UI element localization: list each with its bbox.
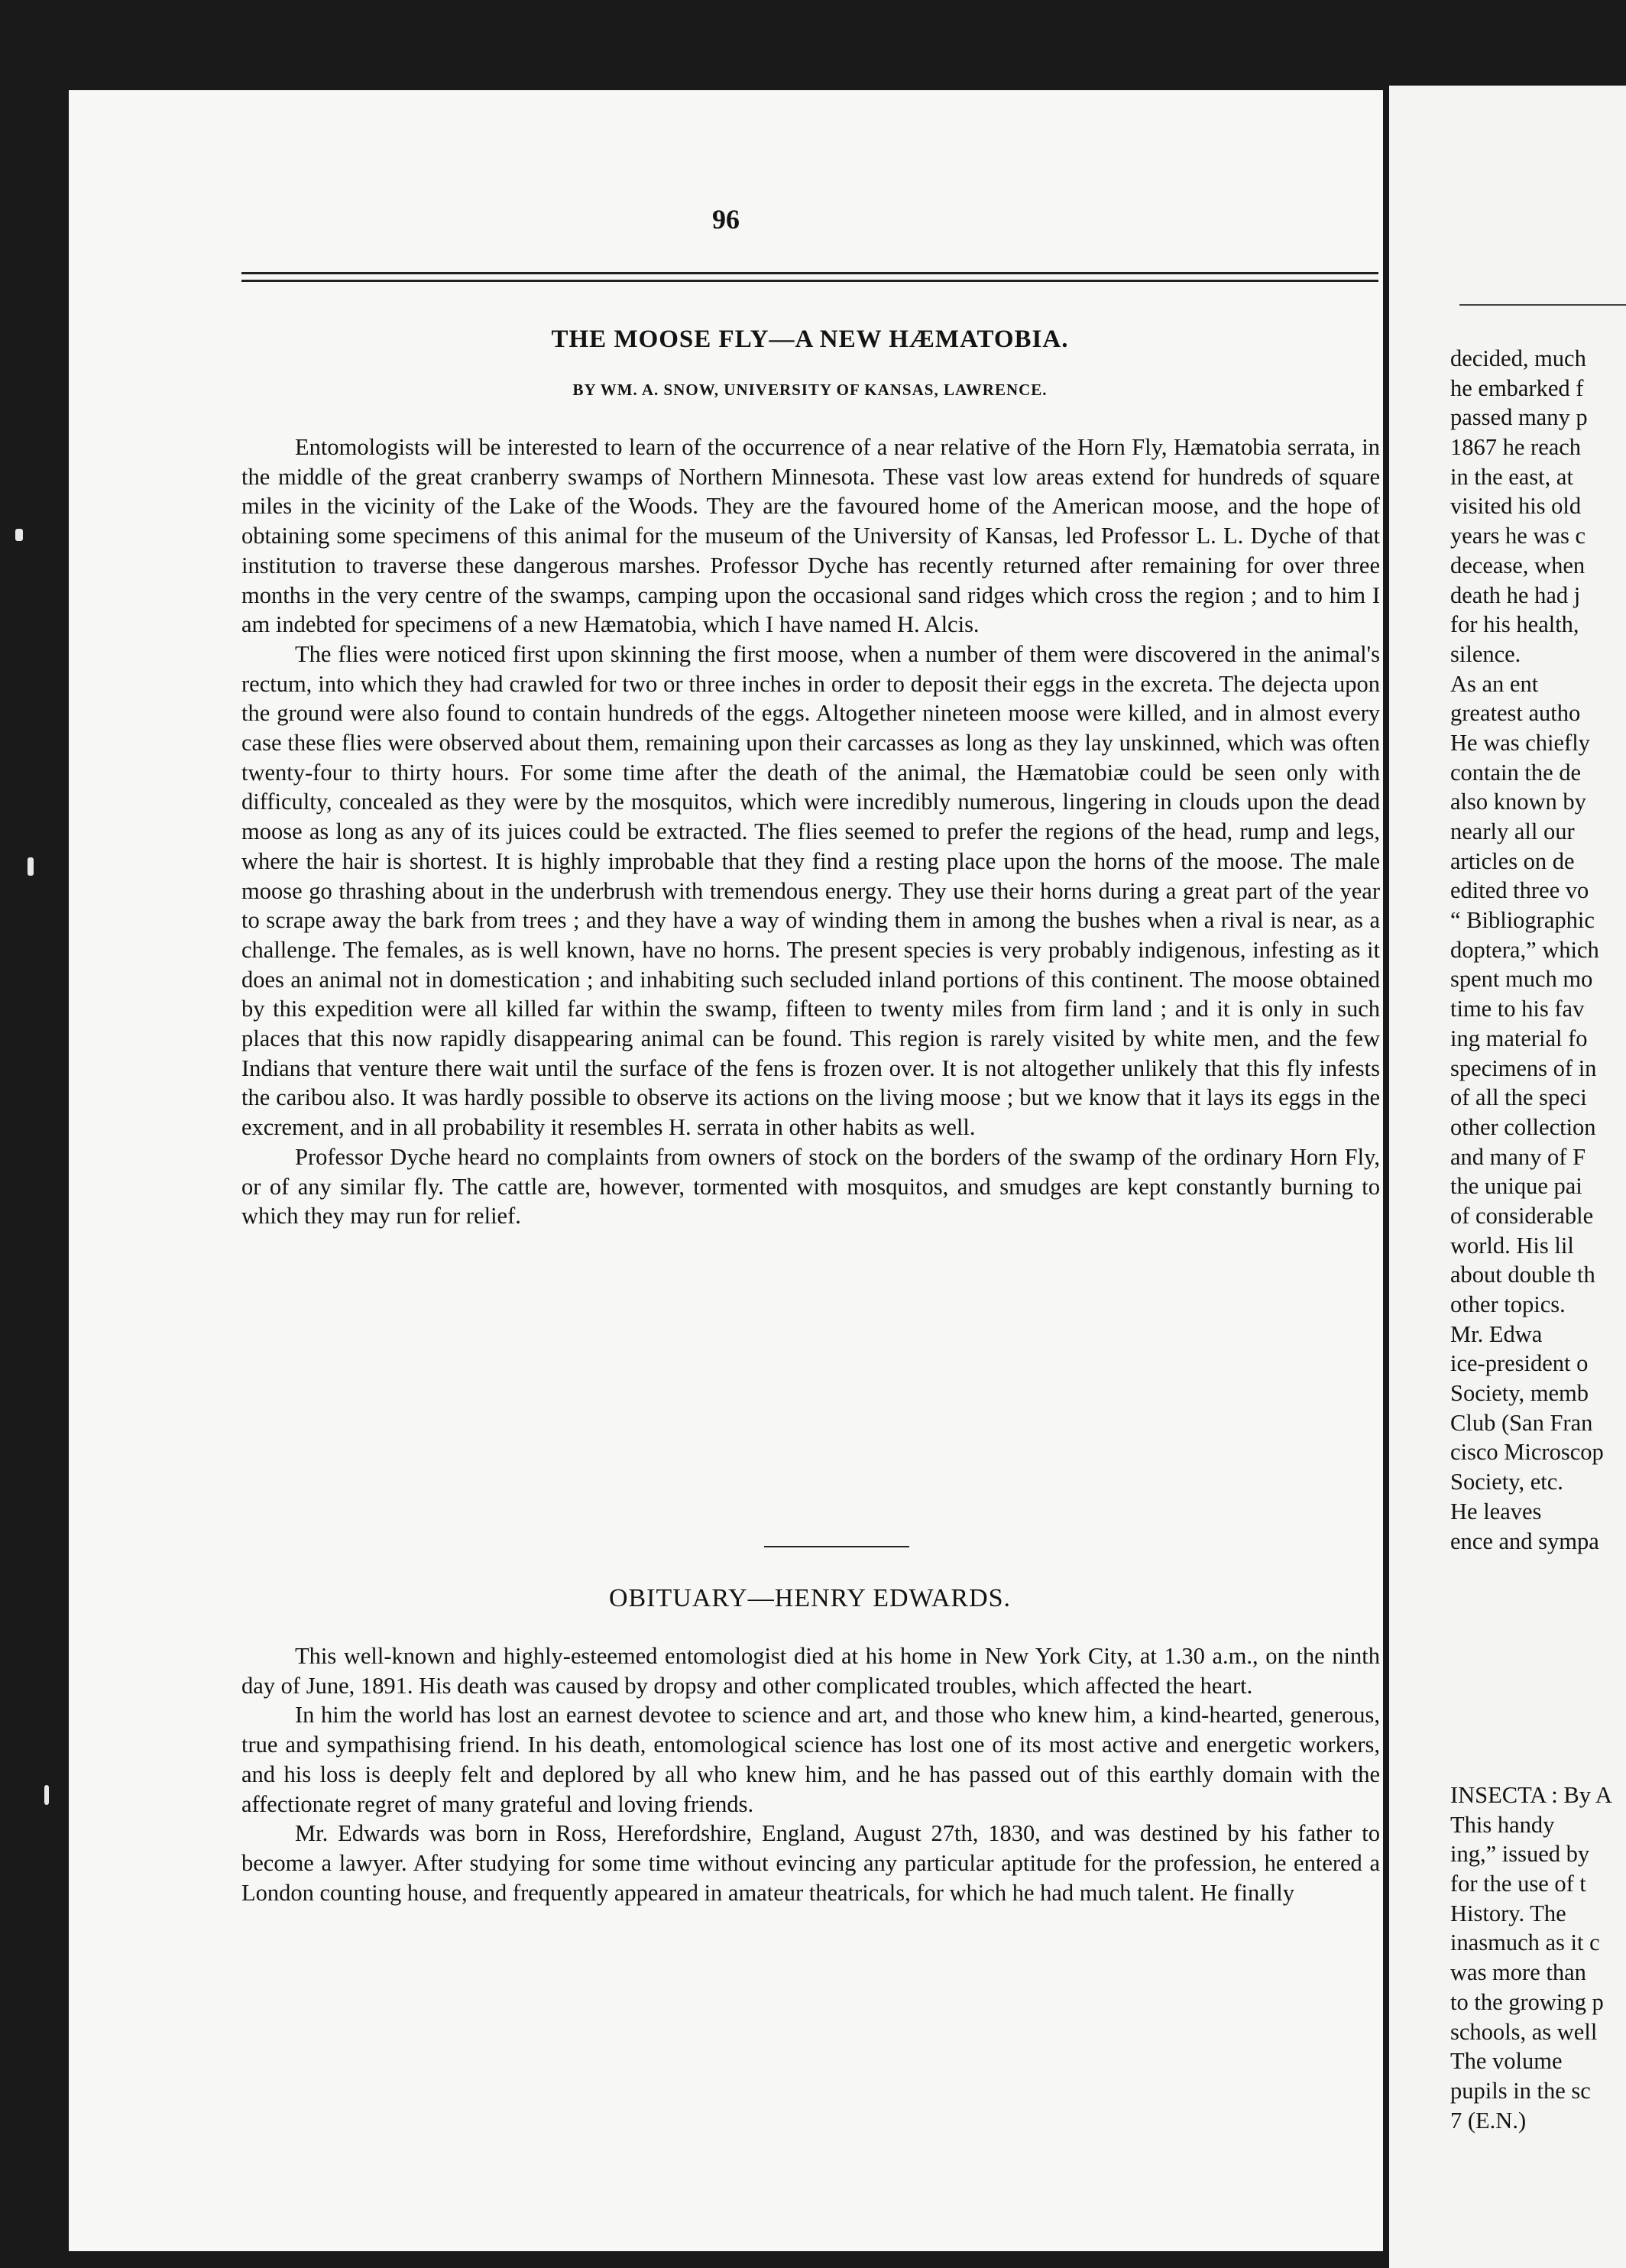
right-page-line: Mr. Edwa	[1450, 1320, 1543, 1347]
right-page-line: he embarked f	[1450, 374, 1584, 401]
page-number: 96	[712, 204, 740, 235]
article-paragraph: The flies were noticed first upon skinning the first moose, when a number of them were discovered in the animal's rectum, into which they had crawled for two or three inches in order to deposit their eggs in the excreta. The dejecta upon the ground were also found to contain hundreds of the eggs. Altogether nineteen moose were killed, and in almost every case these flies were observed about them, remaining upon their carcasses as long as they lay unskinned, which was often twenty-four to thirty hours. For some time after the death of the animal, the Hæmatobiæ could be seen only with difficulty, concealed as they were by the mosquitos, which were incredibly numerous, lingering in clouds upon the dead moose as long as any of its juices could be extracted. The flies seemed to prefer the regions of the head, rump and legs, where the hair is shortest. It is highly improbable that they find a resting place upon the horns of the moose. The male moose go thrashing about in the underbrush with tremendous energy. They use their horns during a great part of the year to scrape away the bark from trees ; and they have a way of winding them in among the bushes when a rival is near, as a challenge. The females, as is well known, have no horns. The present species is very probably indigenous, infesting as it does an animal not in domestication ; and inhabiting such secluded inland portions of this continent. The moose obtained by this expedition were all killed far within the swamp, fifteen to twenty miles from firm land ; and it is only in such places that this now rapidly disappearing animal can be found. This region is rarely visited by white men, and the few Indians that venture there wait until the surface of the fens is frozen over. It is not altogether unlikely that this fly infests the caribou also. It was hardly possible to observe its actions on the living moose ; but we know that it lays its eggs in the excrement, and in all probability it resembles H. serrata in other habits as well.	[241, 640, 1380, 1141]
scan-speck	[44, 1785, 49, 1805]
article-title: THE MOOSE FLY—A NEW HÆMATOBIA.	[551, 326, 1069, 353]
right-page-line: ing,” issued by	[1450, 1841, 1590, 1868]
right-column-top	[1450, 344, 1626, 1556]
right-page-line: INSECTA : By A	[1450, 1782, 1612, 1808]
right-page-line: years he was c	[1450, 523, 1586, 549]
right-page-line: other topics.	[1450, 1291, 1566, 1317]
right-page-line: the unique pai	[1450, 1173, 1582, 1200]
right-page-line: Society, memb	[1450, 1380, 1589, 1407]
right-page-line: Society, etc.	[1450, 1469, 1563, 1495]
scan-speck	[15, 529, 23, 541]
right-page-line: silence.	[1450, 640, 1521, 667]
obituary-title: OBITUARY—HENRY EDWARDS.	[608, 1584, 1012, 1612]
article-byline: BY WM. A. SNOW, UNIVERSITY OF KANSAS, LAWRENCE.	[572, 381, 1048, 399]
right-page-line: schools, as well	[1450, 2018, 1598, 2045]
right-page-line: This handy	[1450, 1811, 1555, 1838]
obituary-paragraph: Mr. Edwards was born in Ross, Herefordshire, England, August 27th, 1830, and was destined by his father to become a lawyer. After studying for some time without evincing any particular aptitude for the profession, he entered a London counting house, and frequently appeared in amateur theatricals, for which he had much talent. He finally	[241, 1820, 1380, 1906]
article-paragraph: Professor Dyche heard no complaints from owners of stock on the borders of the swamp of the ordinary Horn Fly, or of any similar fly. The cattle are, however, tormented with mosquitos, and smudges are kept constantly burning to which they may run for relief.	[241, 1143, 1380, 1230]
right-page-line: “ Bibliographic	[1450, 907, 1595, 934]
right-page-line: for his health,	[1450, 611, 1579, 638]
right-page-line: Club (San Fran	[1450, 1409, 1593, 1436]
right-page-line: in the east, at	[1450, 463, 1573, 490]
right-page-line: time to his fav	[1450, 996, 1585, 1022]
header-rule-bottom	[241, 280, 1378, 282]
right-page-line: decease, when	[1450, 552, 1586, 578]
right-page-line: and many of F	[1450, 1143, 1586, 1170]
right-page-line: world. His lil	[1450, 1232, 1574, 1259]
right-page-line: passed many p	[1450, 404, 1588, 431]
right-page-line: ence and sympa	[1450, 1528, 1599, 1554]
right-page-line: for the use of t	[1450, 1871, 1586, 1897]
right-page-line: He leaves	[1450, 1498, 1542, 1524]
right-page-line: specimens of in	[1450, 1055, 1597, 1081]
left-page	[69, 90, 1383, 2251]
right-page-line: edited three vo	[1450, 877, 1589, 904]
right-page-line: greatest autho	[1450, 700, 1581, 727]
right-page-line: was more than	[1450, 1959, 1586, 1986]
right-page-line: other collection	[1450, 1113, 1596, 1140]
header-rule-top	[241, 272, 1378, 274]
right-page-line: pupils in the sc	[1450, 2077, 1591, 2104]
right-page-line: 1867 he reach	[1450, 434, 1582, 461]
right-page-line: inasmuch as it c	[1450, 1929, 1600, 1956]
right-page-line: of considerable	[1450, 1202, 1594, 1229]
right-page-line: contain the de	[1450, 759, 1582, 786]
right-page-line: 7 (E.N.)	[1450, 2107, 1527, 2134]
right-page-line: nearly all our	[1450, 818, 1575, 844]
right-page-line: cisco Microscop	[1450, 1439, 1604, 1466]
right-column-bottom	[1450, 1780, 1626, 2135]
obituary-paragraph: In him the world has lost an earnest devotee to science and art, and those who knew him, a kind-hearted, generous, true and sympathising friend. In his death, entomological science has lost one of its most active and energetic workers, and his loss is deeply felt and deplored by all who knew him, and he has passed out of this earthly domain with the affectionate regret of many grateful and loving friends.	[241, 1702, 1380, 1817]
obituary-body	[241, 1641, 1380, 1907]
right-page-line: spent much mo	[1450, 966, 1593, 993]
right-page-line: of all the speci	[1450, 1084, 1587, 1111]
right-page-line: visited his old	[1450, 493, 1582, 520]
right-page-line: He was chiefly	[1450, 729, 1590, 756]
right-page-line: History. The	[1450, 1900, 1566, 1926]
right-page-line: doptera,” which	[1450, 936, 1599, 963]
article-body	[241, 433, 1380, 1231]
right-page-line: to the growing p	[1450, 1988, 1604, 2015]
right-page-fragment	[1389, 86, 1626, 2268]
right-page-line: decided, much	[1450, 345, 1586, 371]
right-page-line: As an ent	[1450, 670, 1539, 697]
right-page-line: ing material fo	[1450, 1025, 1588, 1051]
scan-speck	[28, 857, 34, 876]
article-paragraph: Entomologists will be interested to learn of the occurrence of a near relative of the Horn Fly, Hæmatobia serrata, in the middle of the great cranberry swamps of Northern Minnesota. These vast low areas extend for hundreds of square miles in the vicinity of the Lake of the Woods. They are the favoured home of the American moose, and the hope of obtaining some specimens of this animal for the museum of the University of Kansas, led Professor L. L. Dyche of that institution to traverse these dangerous marshes. Professor Dyche has recently returned after remaining for over three months in the very centre of the swamps, camping upon the occasional sand ridges which cross the region ; and to him I am indebted for specimens of a new Hæmatobia, which I have named H. Alcis.	[241, 434, 1380, 638]
right-page-line: death he had j	[1450, 582, 1581, 608]
obituary-paragraph: This well-known and highly-esteemed entomologist died at his home in New York City, at 1.30 a.m., on the ninth day of June, 1891. His death was caused by dropsy and other complicated troubles, which affected the heart.	[241, 1643, 1380, 1699]
right-page-line: also known by	[1450, 789, 1586, 815]
right-page-line: The volume	[1450, 2048, 1563, 2075]
right-page-line: ice-president o	[1450, 1350, 1589, 1377]
right-header-rule	[1459, 304, 1626, 306]
right-page-line: articles on de	[1450, 847, 1575, 874]
right-page-line: about double th	[1450, 1262, 1595, 1288]
section-divider	[764, 1546, 909, 1547]
